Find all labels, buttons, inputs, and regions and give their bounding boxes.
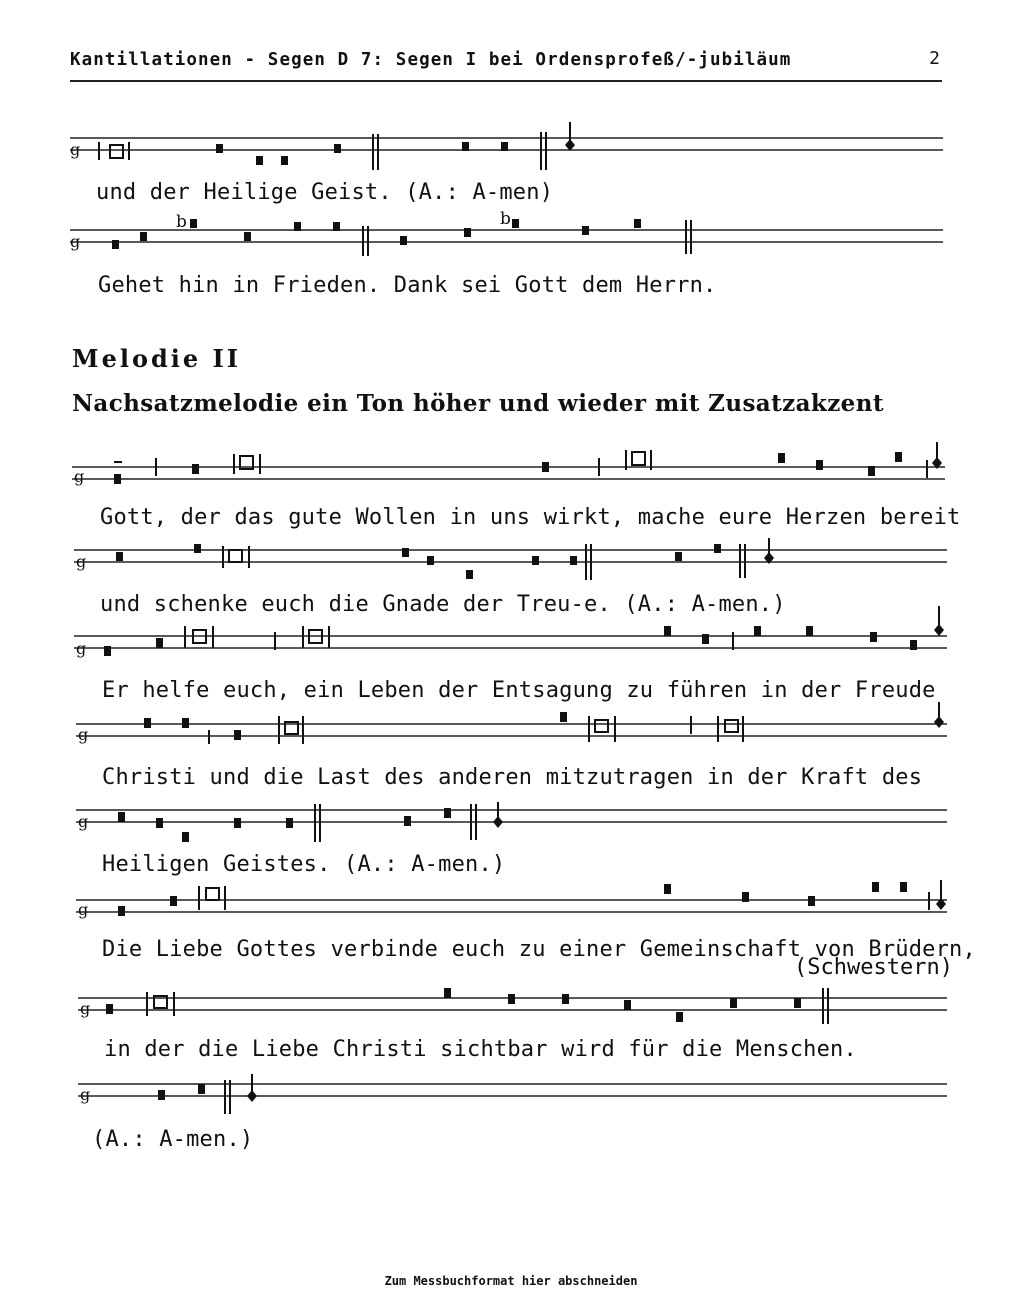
lyric-line: Christi und die Last des anderen mitzutragen in der Kraft des bbox=[102, 765, 923, 790]
flat-sign-icon: b bbox=[500, 209, 511, 229]
clef-icon: g bbox=[78, 900, 89, 919]
header-title: Kantillationen - Segen D 7: Segen I bei Ordensprofeß/-jubiläum bbox=[70, 50, 792, 70]
page-number: 2 bbox=[929, 48, 940, 69]
flat-sign-icon: b bbox=[176, 212, 187, 232]
clef-icon: g bbox=[74, 467, 85, 486]
lyric-line: (A.: A-men.) bbox=[92, 1127, 254, 1152]
chant-staff bbox=[70, 448, 950, 488]
clef-icon: g bbox=[70, 140, 81, 159]
chant-staff bbox=[72, 538, 952, 582]
lyric-line: Gehet hin in Frieden. Dank sei Gott dem Herrn. bbox=[98, 273, 717, 298]
chant-staff bbox=[76, 984, 956, 1030]
clef-icon: g bbox=[78, 725, 89, 744]
chant-staff bbox=[72, 612, 952, 662]
clef-icon: g bbox=[80, 999, 91, 1018]
clef-icon: g bbox=[78, 812, 89, 831]
chant-staff bbox=[76, 1070, 956, 1116]
section-subheading: Nachsatzmelodie ein Ton höher und wieder mit Zusatzakzent bbox=[72, 390, 884, 417]
chant-staff bbox=[74, 706, 954, 748]
clef-icon: g bbox=[76, 552, 87, 571]
lyric-line: Die Liebe Gottes verbinde euch zu einer Gemeinschaft von Brüdern, bbox=[102, 937, 976, 962]
cut-instruction: Zum Messbuchformat hier abschneiden bbox=[384, 1274, 638, 1288]
lyric-line: und der Heilige Geist. (A.: A-men) bbox=[96, 180, 554, 205]
lyric-line: Heiligen Geistes. (A.: A-men.) bbox=[102, 852, 506, 877]
lyric-line: Gott, der das gute Wollen in uns wirkt, mache eure Herzen bereit bbox=[100, 505, 961, 530]
chant-staff bbox=[74, 798, 954, 844]
chant-staff bbox=[68, 128, 948, 180]
clef-icon: g bbox=[80, 1085, 91, 1104]
chant-staff bbox=[74, 874, 954, 918]
lyric-alternative: (Schwestern) bbox=[794, 955, 953, 980]
lyric-line: in der die Liebe Christi sichtbar wird für die Menschen. bbox=[104, 1037, 857, 1062]
section-heading: Melodie II bbox=[72, 344, 241, 373]
lyric-line: Er helfe euch, ein Leben der Entsagung zu führen in der Freude bbox=[102, 678, 936, 703]
clef-icon: g bbox=[76, 639, 87, 658]
clef-icon: g bbox=[70, 232, 81, 251]
page-header bbox=[70, 46, 942, 82]
lyric-line: und schenke euch die Gnade der Treu-e. (A.: A-men.) bbox=[100, 592, 786, 617]
